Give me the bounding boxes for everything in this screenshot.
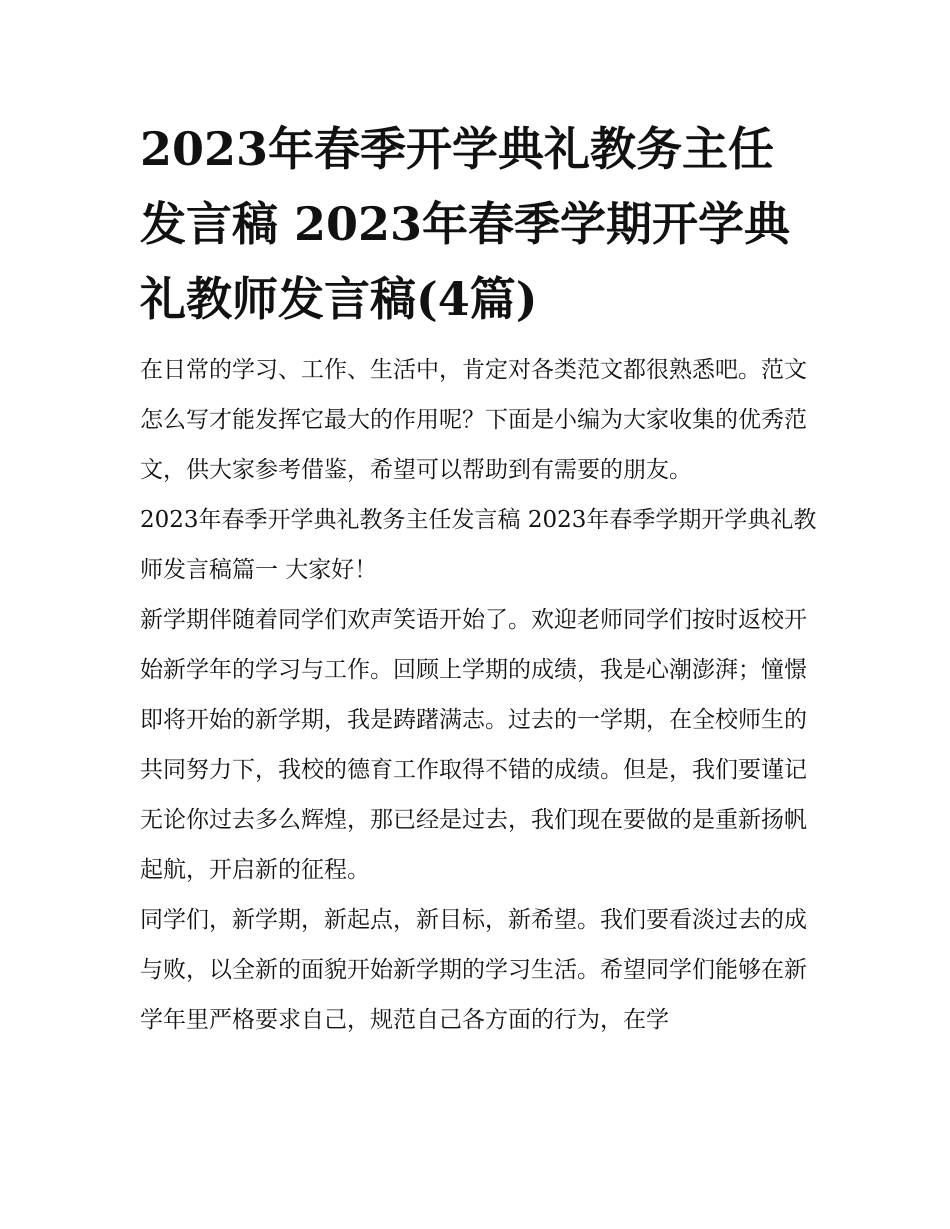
section-heading: 2023年春季开学典礼教务主任发言稿 2023年春季学期开学典礼教师发言稿篇一 大家好！: [140, 507, 817, 583]
intro-paragraph: 在日常的学习、工作、生活中，肯定对各类范文都很熟悉吧。范文怎么写才能发挥它最大的作用呢？下面是小编为大家收集的优秀范文，供大家参考借鉴，希望可以帮助到有需要的朋友。: [140, 357, 807, 483]
document-title: 2023年春季开学典礼教务主任发言稿 2023年春季学期开学典礼教师发言稿(4篇): [140, 122, 791, 326]
document-page: [140, 112, 820, 1045]
body-paragraph: 同学们，新学期，新起点，新目标，新希望。我们要看淡过去的成与败，以全新的面貌开始新学期的学习生活。希望同学们能够在新学年里严格要求自己，规范自己各方面的行为，在学: [140, 907, 807, 1033]
body-paragraph: 新学期伴随着同学们欢声笑语开始了。欢迎老师同学们按时返校开始新学年的学习与工作。回顾上学期的成绩，我是心潮澎湃；憧憬即将开始的新学期，我是踌躇满志。过去的一学期，在全校师生的共同努力下，我校的德育工作取得不错的成绩。但是，我们要谨记无论你过去多么辉煌，那已经是过去，我们现在要做的是重新扬帆起航，开启新的征程。: [140, 607, 807, 883]
